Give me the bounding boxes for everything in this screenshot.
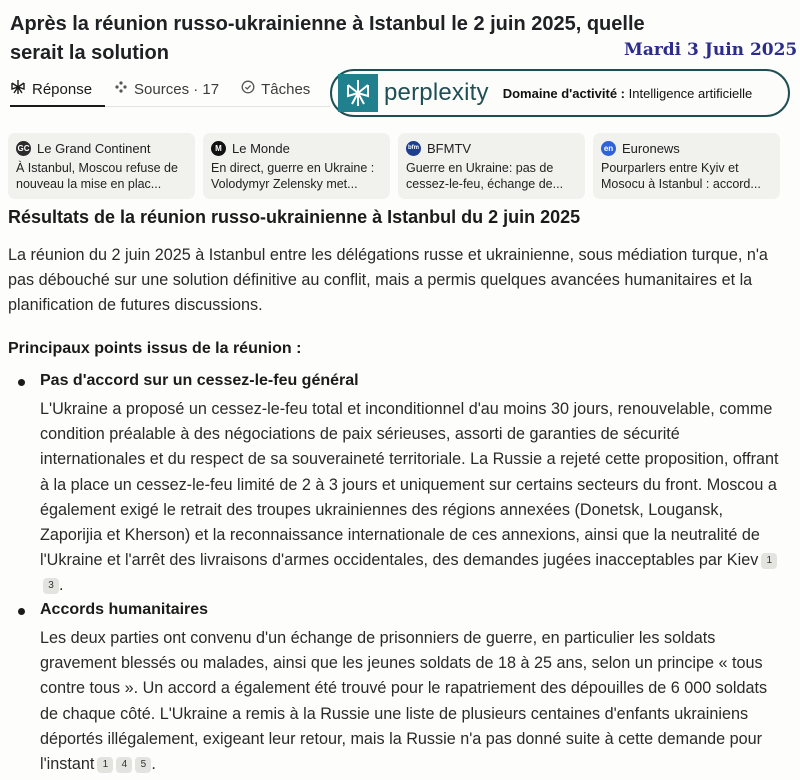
source-cards	[8, 133, 780, 199]
perplexity-icon	[10, 79, 26, 99]
bullet-icon	[18, 379, 25, 386]
brand-domain	[503, 86, 753, 101]
point-text: L'Ukraine a proposé un cessez-le-feu total et inconditionnel d'au moins 30 jours, renouvelable, comme condition préalable à des négociations de paix sérieuses, assorti de garanties de sécurité internationales et du respect de sa souveraineté territoriale. La Russie a rejeté cette proposition, offrant à la place un cessez-le-feu limité de 2 à 3 jours et uniquement sur certains secteurs du front. Moscou a également exigé le retrait des troupes ukrainiennes des régions annexées (Donetsk, Lougansk, Zaporijia et Kherson) et la reconnaissance internationale de ces annexions, ainsi que la neutralité de l'Ukraine et l'arrêt des livraisons d'armes occidentales, des demandes jugées inacceptables par Kiev	[40, 400, 779, 570]
point-text: Les deux parties ont convenu d'un échange de prisonniers de guerre, en particulier les soldats gravement blessés ou malades, ainsi que les jeunes soldats de 18 à 25 ans, selon un principe « tous contre tous ». Un accord a également été trouvé pour le rapatriement des dépouilles de 6 000 soldats de chaque côté. L'Ukraine a remis à la Russie une liste de plusieurs centaines d'enfants ukrainiens déportés illégalement, exigeant leur retour, mais la Russie n'a pas donné suite à cette demande pour l'instant	[40, 629, 768, 774]
source-snippet: À Istanbul, Moscou refuse de nouveau la mise en plac...	[16, 161, 178, 191]
euronews-logo-icon: en	[601, 141, 616, 156]
source-card[interactable]	[8, 133, 195, 199]
point-body: Les deux parties ont convenu d'un échange de prisonniers de guerre, en particulier les soldats gravement blessés ou malades, ainsi que les jeunes soldats de 18 à 25 ans, selon un principe « tous contre tous ». Un accord a également été trouvé pour le rapatriement des dépouilles de 6 000 soldats de chaque côté. L'Ukraine a remis à la Russie une liste de plusieurs centaines d'enfants ukrainiens déportés illégalement, exigeant leur retour, mais la Russie n'a pas donné suite à cette demande pour l'instant 1 4 5 .	[40, 629, 768, 774]
bfmtv-logo-icon: bfm	[406, 141, 421, 156]
question-title: Après la réunion russo-ukrainienne à Istanbul le 2 juin 2025, quelle serait la solution	[10, 13, 645, 64]
le-grand-continent-logo-icon: GC	[16, 141, 31, 156]
sources-icon	[114, 80, 128, 98]
citation-badge[interactable]: 4	[116, 757, 132, 773]
source-card[interactable]	[398, 133, 585, 199]
point-body: L'Ukraine a proposé un cessez-le-feu total et inconditionnel d'au moins 30 jours, renouvelable, comme condition préalable à des négociations de paix sérieuses, assorti de garanties de sécurité internationales et du respect de sa souveraineté territoriale. La Russie a rejeté cette proposition, offrant à la place un cessez-le-feu limité de 2 à 3 jours et uniquement sur certains secteurs du front. Moscou a également exigé le retrait des troupes ukrainiennes des régions annexées (Donetsk, Lougansk, Zaporijia et Kherson) et la reconnaissance internationale de ces annexions, ainsi que la neutralité de l'Ukraine et l'arrêt des livraisons d'armes occidentales, des demandes jugées inacceptables par Kiev 13 .	[40, 400, 779, 595]
answer-tabs	[10, 76, 332, 102]
date-label: Mardi 3 Juin 2025	[624, 40, 798, 60]
tab-tasks[interactable]	[241, 80, 310, 98]
tab-tasks-label: Tâches	[261, 80, 311, 98]
active-tab-indicator	[10, 105, 105, 107]
source-name: Euronews	[622, 140, 680, 156]
tab-answer-label: Réponse	[32, 80, 93, 98]
points-heading: Principaux points issus de la réunion :	[8, 340, 302, 357]
citation-badge[interactable]: 5	[135, 757, 151, 773]
source-snippet: Pourparlers entre Kyiv et Mosocu à Istanbul : accord...	[601, 161, 761, 191]
source-name: Le Monde	[232, 140, 290, 156]
brand-domain-value: Intelligence artificielle	[628, 85, 753, 101]
tasks-icon	[241, 80, 255, 98]
brand-banner	[330, 69, 790, 117]
source-snippet: Guerre en Ukraine: pas de cessez-le-feu, échange de...	[406, 161, 564, 191]
brand-name: perplexity	[384, 79, 489, 106]
bullet-icon	[18, 608, 25, 615]
tab-sources-label: Sources · 17	[134, 80, 220, 98]
citation-badge[interactable]: 1	[761, 553, 777, 569]
source-name: BFMTV	[427, 140, 472, 156]
tab-sources[interactable]	[114, 80, 219, 98]
brand-domain-label: Domaine d'activité :	[502, 85, 626, 101]
source-card[interactable]	[593, 133, 780, 199]
point-title: Pas d'accord sur un cessez-le-feu général	[40, 372, 359, 389]
citation-badge[interactable]: 3	[43, 578, 59, 594]
answer-heading: Résultats de la réunion russo-ukrainienne à Istanbul du 2 juin 2025	[8, 207, 581, 227]
tab-answer[interactable]	[10, 79, 92, 99]
perplexity-logo-icon	[338, 74, 378, 112]
citation-badge[interactable]: 1	[97, 757, 113, 773]
source-snippet: En direct, guerre en Ukraine : Volodymyr Zelensky met...	[211, 161, 375, 191]
source-name: Le Grand Continent	[37, 140, 151, 156]
point-title: Accords humanitaires	[40, 601, 209, 618]
le-monde-logo-icon: M	[211, 141, 226, 156]
answer-intro: La réunion du 2 juin 2025 à Istanbul entre les délégations russe et ukrainienne, sous médiation turque, n'a pas débouché sur une solution définitive au conflit, mais a permis quelques avancées humanitaires et la planification de futures discussions.	[8, 246, 768, 314]
source-card[interactable]	[203, 133, 390, 199]
